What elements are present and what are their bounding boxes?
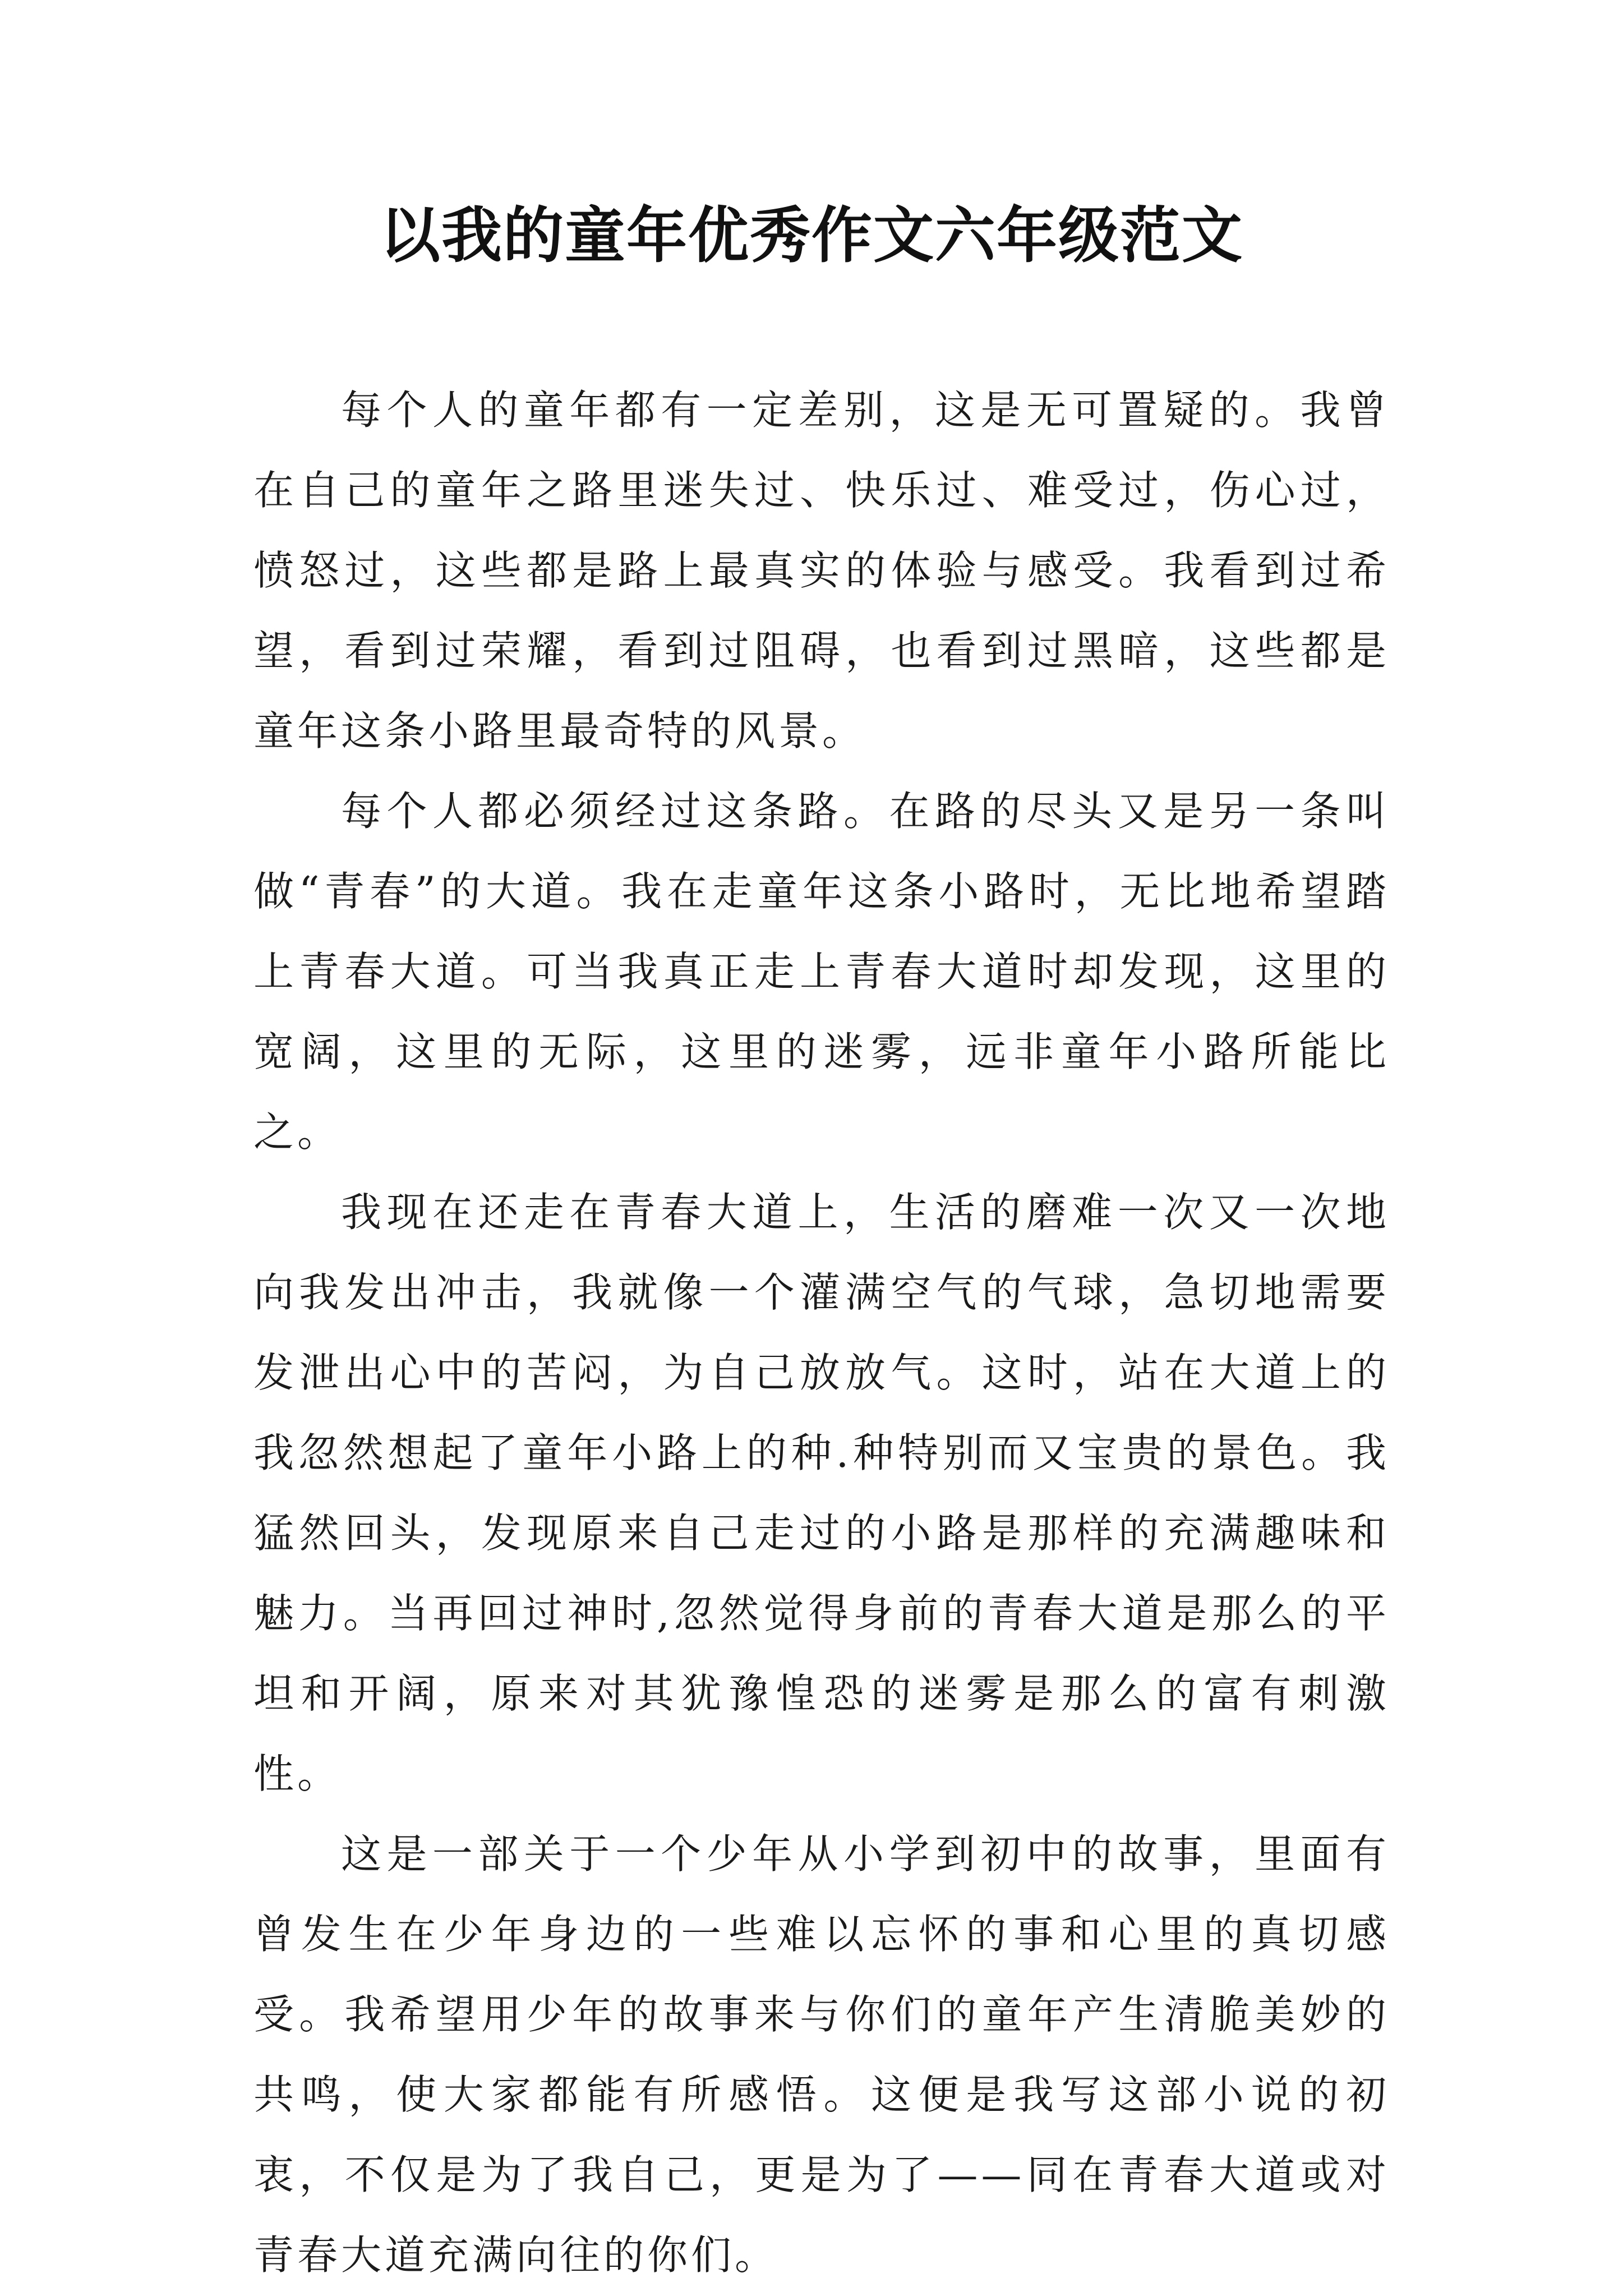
- paragraph-2: 每个人都必须经过这条路。在路的尽头又是另一条叫做“青春”的大道。我在走童年这条小路时，无比地希望踏上青春大道。可当我真正走上青春大道时却发现，这里的宽阔，这里的无际，这里的迷雾，远非童年小路所能比之。: [253, 788, 1390, 1156]
- paragraph-3: 我现在还走在青春大道上，生活的磨难一次又一次地向我发出冲击，我就像一个灌满空气的气球，急切地需要发泄出心中的苦闷，为自己放放气。这时，站在大道上的我忽然想起了童年小路上的种.种特别而又宝贵的景色。我猛然回头，发现原来自己走过的小路是那样的充满趣味和魅力。当再回过神时,忽然觉得身前的青春大道是那么的平坦和开阔，原来对其犹豫惶恐的迷雾是那么的富有刺激性。: [253, 1189, 1390, 1797]
- document-title: 以我的童年优秀作文六年级范文: [379, 200, 1243, 271]
- document-body: [253, 370, 1390, 2295]
- paragraph-1: 每个人的童年都有一定差别，这是无可置疑的。我曾在自己的童年之路里迷失过、快乐过、难受过，伤心过，愤怒过，这些都是路上最真实的体验与感受。我看到过希望，看到过荣耀，看到过阻碍，也看到过黑暗，这些都是童年这条小路里最奇特的风景。: [253, 386, 1390, 754]
- paragraph-4: 这是一部关于一个少年从小学到初中的故事，里面有曾发生在少年身边的一些难以忘怀的事和心里的真切感受。我希望用少年的故事来与你们的童年产生清脆美妙的共鸣，使大家都能有所感悟。这便是我写这部小说的初衷，不仅是为了我自己，更是为了——同在青春大道或对青春大道充满向往的你们。: [253, 1830, 1390, 2279]
